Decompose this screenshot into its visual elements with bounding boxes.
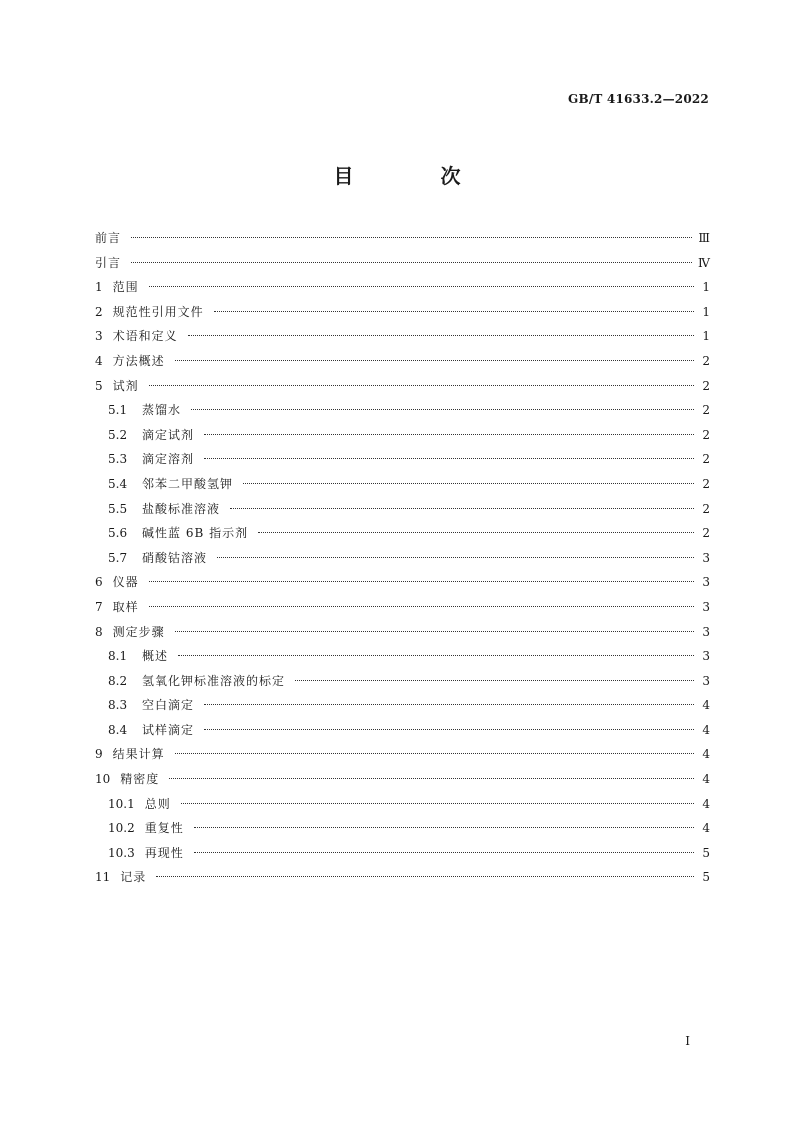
toc-dot-leader — [149, 581, 694, 582]
toc-entry-page: 4 — [702, 796, 710, 811]
toc-dot-leader — [131, 262, 692, 263]
toc-entry-number: 10.3 — [108, 845, 135, 860]
toc-entry[interactable] — [95, 324, 710, 349]
toc-dot-leader — [175, 360, 694, 361]
toc-entry-number: 1 — [95, 280, 103, 295]
toc-entry[interactable] — [95, 398, 710, 423]
toc-entry-number: 5.1 — [108, 403, 128, 418]
toc-entry-number: 5.2 — [108, 427, 128, 442]
toc-entry-label: 结果计算 — [112, 747, 165, 762]
toc-entry[interactable] — [95, 669, 710, 694]
toc-entry-page: 2 — [702, 378, 710, 393]
toc-dot-leader — [149, 286, 694, 287]
toc-dot-leader — [178, 655, 694, 656]
toc-dot-leader — [204, 704, 694, 705]
toc-entry-number: 10.1 — [108, 796, 135, 811]
toc-entry[interactable] — [95, 497, 710, 522]
toc-entry-page: 1 — [702, 304, 710, 319]
toc-entry[interactable] — [95, 423, 710, 448]
toc-entry-page: 1 — [702, 329, 710, 344]
toc-dot-leader — [181, 803, 694, 804]
toc-entry-page: 5 — [702, 845, 710, 860]
toc-entry-number: 8.4 — [108, 722, 128, 737]
toc-entry[interactable] — [95, 521, 710, 546]
toc-entry-page: 2 — [702, 353, 710, 368]
toc-entry[interactable] — [95, 644, 710, 669]
toc-entry-number: 5.5 — [108, 501, 128, 516]
toc-dot-leader — [149, 385, 694, 386]
toc-entry-number: 6 — [95, 575, 103, 590]
footer-page-number: I — [685, 1034, 690, 1048]
toc-entry-label: 重复性 — [144, 821, 184, 836]
toc-entry[interactable] — [95, 546, 710, 571]
toc-entry-number: 5.4 — [108, 476, 128, 491]
toc-entry-number: 5.6 — [108, 526, 128, 541]
toc-entry-page: 4 — [702, 772, 710, 787]
toc-entry-label: 邻苯二甲酸氢钾 — [142, 476, 234, 491]
toc-entry-page: 5 — [702, 870, 710, 885]
toc-dot-leader — [194, 827, 694, 828]
toc-dot-leader — [243, 483, 694, 484]
toc-entry-page: Ⅲ — [698, 231, 710, 245]
toc-entry-label: 方法概述 — [112, 353, 165, 368]
toc-entry-page: 3 — [702, 599, 710, 614]
toc-entry[interactable] — [95, 226, 710, 251]
toc-entry-number: 10 — [95, 772, 111, 787]
toc-entry[interactable] — [95, 718, 710, 743]
toc-entry-number: 8.1 — [108, 649, 128, 664]
toc-entry[interactable] — [95, 841, 710, 866]
toc-entry-page: 2 — [702, 526, 710, 541]
toc-entry-number: 3 — [95, 329, 103, 344]
toc-dot-leader — [131, 237, 692, 238]
toc-entry-page: 3 — [702, 624, 710, 639]
toc-entry-page: 4 — [702, 698, 710, 713]
toc-entry-label: 前言 — [95, 231, 122, 245]
toc-entry-number: 2 — [95, 304, 103, 319]
toc-entry-number: 10.2 — [108, 821, 135, 836]
toc-entry-page: 2 — [702, 452, 710, 467]
table-of-contents — [95, 226, 710, 890]
toc-entry[interactable] — [95, 275, 710, 300]
toc-entry-page: 3 — [702, 673, 710, 688]
toc-entry-label: 引言 — [95, 255, 122, 270]
toc-entry-number: 11 — [95, 870, 111, 885]
toc-entry-label: 空白滴定 — [142, 698, 195, 713]
toc-dot-leader — [188, 335, 694, 336]
toc-dot-leader — [175, 631, 694, 632]
toc-entry-number: 8.3 — [108, 698, 128, 713]
toc-entry[interactable] — [95, 792, 710, 817]
toc-dot-leader — [204, 729, 694, 730]
toc-entry-number: 8 — [95, 624, 103, 639]
toc-entry[interactable] — [95, 300, 710, 325]
toc-entry-number: 9 — [95, 747, 103, 762]
toc-dot-leader — [230, 508, 694, 509]
toc-entry-number: 5 — [95, 378, 103, 393]
toc-dot-leader — [204, 434, 694, 435]
toc-entry-label: 试样滴定 — [142, 722, 195, 737]
toc-dot-leader — [149, 606, 694, 607]
toc-entry-page: 3 — [702, 649, 710, 664]
toc-entry-page: 1 — [702, 280, 710, 295]
toc-entry-page: 4 — [702, 821, 710, 836]
toc-entry[interactable] — [95, 570, 710, 595]
toc-entry-page: 4 — [702, 747, 710, 762]
toc-entry-label: 再现性 — [144, 845, 184, 860]
toc-entry[interactable] — [95, 816, 710, 841]
toc-entry[interactable] — [95, 374, 710, 399]
toc-entry[interactable] — [95, 251, 710, 276]
toc-entry-label: 仪器 — [112, 575, 139, 590]
toc-entry[interactable] — [95, 865, 710, 890]
toc-entry-page: 3 — [702, 550, 710, 565]
toc-entry[interactable] — [95, 693, 710, 718]
toc-entry-number: 5.3 — [108, 452, 128, 467]
toc-dot-leader — [194, 852, 694, 853]
toc-entry-number: 7 — [95, 599, 103, 614]
toc-dot-leader — [169, 778, 694, 779]
toc-entry-page: 4 — [702, 722, 710, 737]
toc-dot-leader — [217, 557, 694, 558]
toc-entry-page: 2 — [702, 501, 710, 516]
toc-entry[interactable] — [95, 620, 710, 645]
toc-entry-label: 滴定溶剂 — [142, 452, 195, 467]
toc-entry-number: 5.7 — [108, 550, 128, 565]
toc-entry[interactable] — [95, 742, 710, 767]
toc-entry-number: 8.2 — [108, 673, 128, 688]
toc-dot-leader — [175, 753, 694, 754]
toc-entry[interactable] — [95, 767, 710, 792]
toc-entry-label: 蒸馏水 — [142, 403, 182, 418]
toc-entry-page: 2 — [702, 476, 710, 491]
toc-dot-leader — [258, 532, 694, 533]
toc-entry-label: 范围 — [112, 280, 139, 295]
standard-code: GB/T 41633.2—2022 — [568, 92, 709, 106]
toc-entry-label: 取样 — [112, 599, 139, 614]
toc-entry-number: 4 — [95, 353, 103, 368]
toc-entry-page: 3 — [702, 575, 710, 590]
toc-dot-leader — [214, 311, 694, 312]
toc-entry-label: 滴定试剂 — [142, 427, 195, 442]
toc-entry-label: 盐酸标准溶液 — [142, 501, 221, 516]
toc-entry-label: 氢氧化钾标准溶液的标定 — [142, 673, 286, 688]
toc-dot-leader — [295, 680, 694, 681]
toc-entry-label: 概述 — [142, 649, 169, 664]
page-title: 目 次 — [333, 164, 501, 188]
toc-entry-label: 试剂 — [112, 378, 139, 393]
toc-entry-label: 测定步骤 — [112, 624, 165, 639]
toc-entry[interactable] — [95, 447, 710, 472]
toc-entry-page: 2 — [702, 427, 710, 442]
toc-entry-label: 精密度 — [120, 772, 160, 787]
toc-entry-label: 规范性引用文件 — [112, 304, 204, 319]
toc-entry-label: 碱性蓝 6B 指示剂 — [142, 526, 249, 541]
toc-entry-label: 总则 — [144, 796, 171, 811]
toc-dot-leader — [204, 458, 694, 459]
toc-entry-page: 2 — [702, 403, 710, 418]
toc-entry-label: 记录 — [120, 870, 147, 885]
toc-dot-leader — [156, 876, 694, 877]
toc-entry-label: 术语和定义 — [112, 329, 178, 344]
toc-entry[interactable] — [95, 349, 710, 374]
toc-entry[interactable] — [95, 472, 710, 497]
toc-entry-page: Ⅳ — [698, 255, 710, 270]
toc-dot-leader — [191, 409, 694, 410]
toc-entry[interactable] — [95, 595, 710, 620]
toc-entry-label: 硝酸钴溶液 — [142, 550, 208, 565]
